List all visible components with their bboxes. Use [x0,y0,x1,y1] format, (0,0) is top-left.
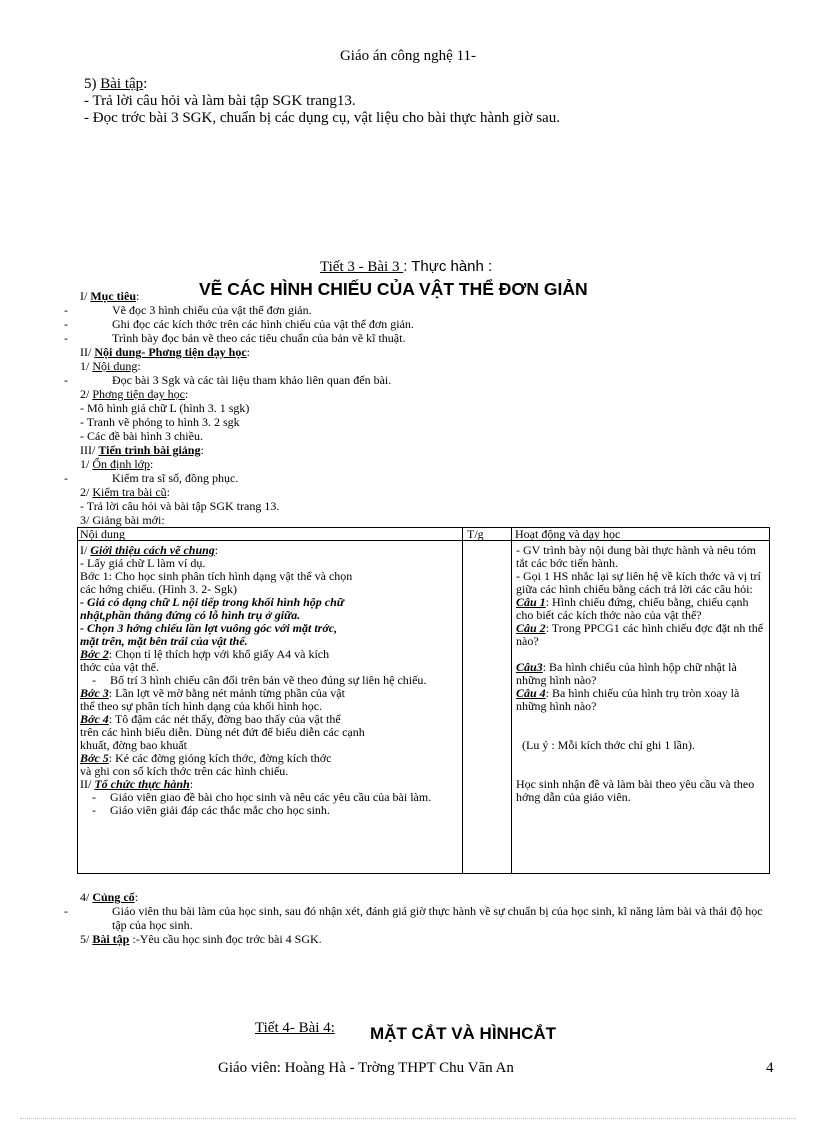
question-2: Câu 2: Trong PPCG1 các hình chiếu đợc đặt nh thế nào? [516,621,764,648]
step5-line: Bớc 5: Kẻ các đờng gióng kích thớc, đờng kích thớc [80,751,332,765]
objective-item: - Trình bày đọc bản vẽ theo các tiêu chuẩn của bản vẽ kĩ thuật. [64,331,406,345]
consolidate-item: - Giáo viên thu bài làm của học sinh, sau đó nhận xét, đánh giá giờ thực hành về sự chuẩn bị của học sinh, kĩ năng làm bài và thái độ học tập của học sinh. [64,904,763,932]
lesson3-label: Tiết 3 - Bài 3 : Thực hành : [320,258,493,275]
footer-teacher: Giáo viên: Hoàng Hà - Trờng THPT Chu Văn An [218,1060,514,1076]
objectives-heading: I/ Mục tiêu: [80,289,140,303]
process-s2-heading: 2/ Kiểm tra bài cũ: [80,485,170,499]
left-line-emphasis: - Giá có dạng chữ L nội tiếp trong khối hình hộp chữ [80,595,344,609]
question-1: Câu 1: Hình chiếu đứng, chiếu bằng, chiếu cạnh cho biết các kích thớc nào của vật thể? [516,595,749,622]
section5-item: - Trả lời câu hỏi và làm bài tập SGK trang13. [84,93,356,109]
objective-item: - Ghi đọc các kích thớc trên các hình chiếu của vật thể đơn giản. [64,317,414,331]
left-line: thớc của vật thể. [80,660,159,674]
consolidate-heading: 4/ Củng cố: [80,890,139,904]
page-header [0,48,816,65]
objective-item: - Vẽ đọc 3 hình chiếu của vật thể đơn giản. [64,303,312,317]
left-line-emphasis: nhật,phần thẳng đứng có lỗ hình trụ ở giữa. [80,608,301,622]
step2-item: - Bố trí 3 hình chiếu cân đối trên bản vẽ theo đúng sự liên hệ chiếu. [92,673,427,687]
left-line: trên các hình biểu diễn. Dùng nét đứt để biểu diễn các cạnh [80,725,365,739]
left-line-emphasis: - Chọn 3 hớng chiếu lần lợt vuông góc với mặt trớc, [80,621,338,635]
lesson4-label: Tiết 4- Bài 4: [255,1020,335,1036]
question-3: Câu3: Ba hình chiếu của hình hộp chữ nhật là những hình nào? [516,660,737,687]
step2-line: Bớc 2: Chọn tỉ lệ thích hợp với khổ giấy A4 và kích [80,647,330,661]
left-line-emphasis: mặt trên, mặt bên trái của vật thể. [80,634,248,648]
lesson3-title: VẼ CÁC HÌNH CHIẾU CỦA VẬT THỂ ĐƠN GIẢN [199,279,588,299]
left-line: Bớc 1: Cho học sinh phân tích hình dạng vật thể và chọn [80,569,353,583]
content-sub1-heading: 1/ Nội dung: [80,359,141,373]
right-line: - Gọi 1 HS nhắc lại sự liên hệ về kích thớc và vị trí giữa các hình chiếu bằng cách trả lời các câu hỏi: [516,569,761,596]
section5-item: - Đọc trớc bài 3 SGK, chuẩn bị các dụng cụ, vật liệu cho bài thực hành giờ sau. [84,110,560,126]
table-header-cell [78,528,463,541]
lesson4-title: MẶT CẮT VÀ HÌNHCẮT [370,1024,557,1043]
section5-heading: 5) Bài tập: [84,76,148,92]
content-sub2-item: - Tranh vẽ phóng to hình 3. 2 sgk [80,415,240,429]
table-header-content: Nội dung [80,527,125,541]
process-s1-item: - Kiểm tra sĩ số, đồng phục. [64,471,239,485]
content-sub1-item: - Đọc bài 3 Sgk và các tài liệu tham khảo liên quan đến bài. [64,373,392,387]
process-heading: III/ Tiến trình bài giảng: [80,443,204,457]
page-divider [20,1118,796,1119]
organize-heading: II/ Tổ chức thực hành: [80,777,194,791]
step3-line: Bớc 3: Lần lợt vẽ mờ bằng nét mảnh từng phần của vật [80,686,345,700]
question-4: Câu 4: Ba hình chiếu của hình trụ tròn xoay là những hình nào? [516,686,740,713]
section5 [84,76,560,127]
content-heading: II/ Nội dung- Phơng tiện dạy học: [80,345,251,359]
content-sub2-item: - Các đề bài hình 3 chiều. [80,429,203,443]
organize-item: - Giáo viên giải đáp các thắc mắc cho học sinh. [92,803,330,817]
header-title: Giáo án công nghệ 11- [339,48,477,64]
process-s1-heading: 1/ Ổn định lớp: [80,457,154,471]
left-line: - Lấy giá chữ L làm ví dụ. [80,556,206,570]
left-line: khuất, đờng bao khuất [80,738,187,752]
table-body-cell [463,541,512,874]
left-line: các hớng chiếu. (Hình 3. 2- Sgk) [80,582,237,596]
right-line: Học sinh nhận đề và làm bài theo yêu cầu và theo hớng dẫn của giáo viên. [516,777,755,804]
table-right-column [516,544,764,804]
lesson3-body [64,289,414,527]
table-header-activity: Hoạt động và dạy học [515,527,621,541]
consolidate-section [64,890,780,946]
process-s2-item: - Trả lời câu hỏi và bài tập SGK trang 13. [80,499,280,513]
organize-item: - Giáo viên giao đề bài cho học sinh và nêu các yêu cầu của bài làm. [92,790,432,804]
left-line: thể theo sự phân tích hình dạng của khối hình học. [80,699,323,713]
intro-heading: I/ Giới thiệu cách vẽ chung: [80,543,219,557]
content-sub2-heading: 2/ Phơng tiện dạy học: [80,387,189,401]
homework-line: 5/ Bài tập :-Yêu cầu học sinh đọc trớc bài 4 SGK. [80,932,322,946]
right-note: (Lu ý : Mỗi kích thớc chỉ ghi 1 lần). [522,738,695,752]
page-number: 4 [766,1060,774,1076]
right-line: - GV trình bày nội dung bài thực hành và nêu tóm tắt các bớc tiến hành. [516,543,756,570]
table-header-tg: T/g [467,527,484,541]
table-left-column [80,544,458,817]
content-sub2-item: - Mô hình giá chữ L (hình 3. 1 sgk) [80,401,250,415]
left-line: và ghi con số kích thớc trên các hình chiếu. [80,764,289,778]
process-s3-heading: 3/ Giảng bài mới: [80,513,165,527]
step4-line: Bớc 4: Tô đậm các nét thấy, đờng bao thấy của vật thể [80,712,341,726]
